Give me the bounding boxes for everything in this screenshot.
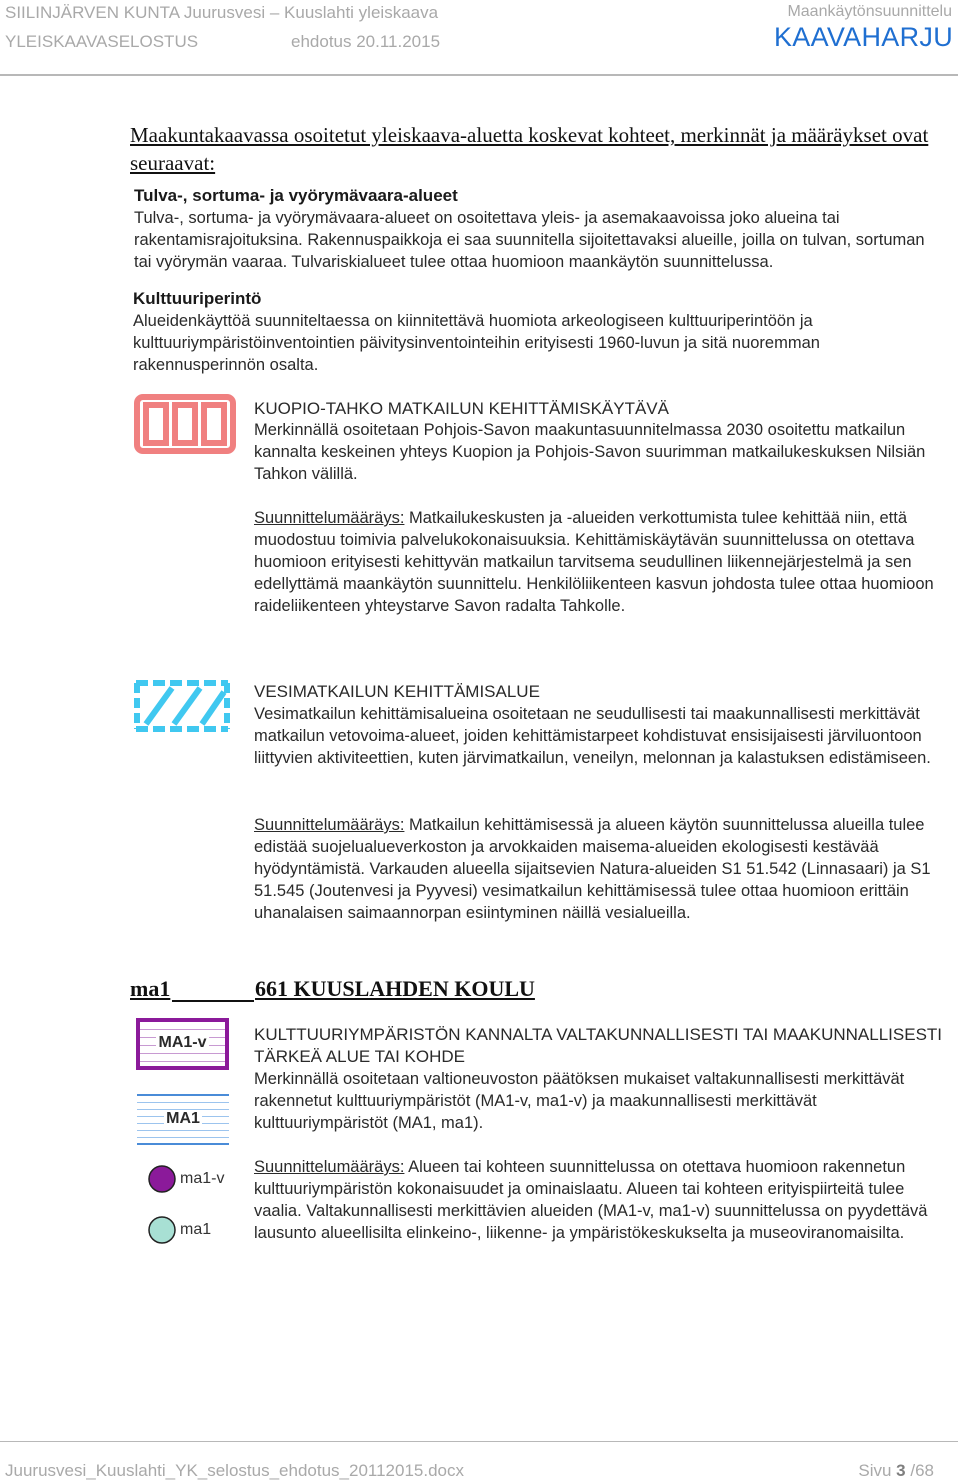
ma1-point-symbol <box>147 1215 177 1245</box>
tourism-corridor-title: KUOPIO-TAHKO MATKAILUN KEHITTÄMISKÄYTÄVÄ <box>254 399 669 418</box>
water-tourism-regulation <box>254 814 950 924</box>
ma1v-point-label: ma1-v <box>180 1170 225 1187</box>
heritage-section-title: Kulttuuriperintö <box>133 289 262 308</box>
header-draft-date: ehdotus 20.11.2015 <box>291 32 441 51</box>
tourism-corridor-regulation <box>254 507 944 617</box>
header-department: Maankäytönsuunnittelu <box>787 3 952 20</box>
ma1-area-label: MA1 <box>166 1110 200 1127</box>
ma1-heading-rule <box>172 1000 254 1002</box>
ma1-area-symbol <box>137 1094 229 1145</box>
ma1v-point-symbol <box>147 1164 177 1194</box>
regulation-label: Suunnittelumääräys: <box>254 509 405 527</box>
ma1-regulation <box>254 1156 944 1244</box>
ma1-code: ma1 <box>130 976 171 1001</box>
regulation-text: Matkailun kehittämisessä ja alueen käytön suunnittelussa alueilla tulee edistää suojelualueverkoston ja arvokkaiden maisema-alueiden ekologisesti kestävää hyödyntämistä. Varkauden alueella sijaitsevien Natura-alueiden S1 51.542 (Linnasaari) ja S1 51.545 (Joutenvesi ja Pyyvesi) vesimatkailun kehittämisessä tulee ottaa huomioon erittäin uhanalaisen saimaannorpan esiintyminen näillä vesialueilla. <box>254 816 931 922</box>
header-municipality: SIILINJÄRVEN KUNTA Juurusvesi – Kuuslahti yleiskaava <box>5 3 439 22</box>
regulation-text: Alueen tai kohteen suunnittelussa on otettava huomioon rakennetun kulttuuriympäristön kokonaisuudet ja ominaislaatu. Alueen tai kohteen erityispiirteitä tulee vaalia. Valtakunnallisesti merkittävien alueiden (MA1-v, ma1-v) suunnittelussa on pyydettävä lausunto alueellisilta elinkeino-, liikenne- ja ympäristökeskukselta ja museoviranomaisilta. <box>254 1158 928 1242</box>
header-divider <box>0 74 958 76</box>
tourism-corridor-symbol <box>134 394 236 454</box>
water-tourism-text: Vesimatkailun kehittämisalueina osoitetaan ne seudullisesti tai maakunnallisesti merkittävät matkailun vetovoima-alueet, joiden kehittämistarpeet kohdistuvat ensisijaisesti järviluontoon liittyvien aktiviteettien, kuten järvimatkailun, veneilyn, melonnan ja kalastuksen edistämiseen. <box>254 705 931 767</box>
intro-heading: Maakuntakaavassa osoitetut yleiskaava-aluetta koskevat kohteet, merkinnät ja määräykset ovat seuraavat: <box>130 123 929 175</box>
ma1-title-line1: KULTTUURIYMPÄRISTÖN KANNALTA VALTAKUNNALLISESTI TAI MAAKUNNALLISESTI <box>254 1025 943 1044</box>
ma1v-area-label: MA1-v <box>158 1034 207 1051</box>
flood-section-text: Tulva-, sortuma- ja vyörymävaara-alueet on osoitettava yleis- ja asemakaavoissa joko alueina tai rakentamisrajoituksina. Rakennuspaikkoja ei saa suunnitella sijoitettavaksi alueille, joilla on tulvan, sortuman tai vyörymän vaaraa. Tulvariskialueet tulee ottaa huomioon maankäytön suunnittelussa. <box>134 209 925 271</box>
water-tourism-symbol <box>134 680 230 732</box>
regulation-label: Suunnittelumääräys: <box>254 816 405 834</box>
ma1-point-label: ma1 <box>180 1221 212 1238</box>
ma1-title-line2: TÄRKEÄ ALUE TAI KOHDE <box>254 1047 465 1066</box>
ma1-heading: 661 KUUSLAHDEN KOULU <box>255 976 535 1001</box>
page-total: /68 <box>905 1461 934 1480</box>
footer-page-number <box>858 1461 934 1481</box>
flood-section-title: Tulva-, sortuma- ja vyörymävaara-alueet <box>134 186 458 205</box>
water-tourism-title: VESIMATKAILUN KEHITTÄMISALUE <box>254 682 540 701</box>
ma1-text: Merkinnällä osoitetaan valtioneuvoston päätöksen mukaiset valtakunnallisesti merkittävät rakennetut kulttuuriympäristöt (MA1-v, ma1-v) ja maakunnallisesti merkittävät kulttuuriympäristöt (MA1, ma1). <box>254 1070 905 1132</box>
header-doc-type: YLEISKAAVASELOSTUS <box>5 32 199 51</box>
ma1v-area-symbol <box>136 1018 229 1070</box>
footer-divider <box>0 1441 958 1442</box>
tourism-corridor-text: Merkinnällä osoitetaan Pohjois-Savon maakuntasuunnitelmassa 2030 osoitettu matkailun kannalta keskeinen yhteys Kuopion ja Pohjois-Savon suurimman matkailukeskuksen Nilsiän Tahkon välillä. <box>254 421 926 483</box>
footer-filename: Juurusvesi_Kuuslahti_YK_selostus_ehdotus_20112015.docx <box>5 1461 465 1480</box>
page-prefix: Sivu <box>858 1461 897 1480</box>
regulation-text: Matkailukeskusten ja -alueiden verkottumista tulee kehittää niin, että muodostuu toimivia palvelukokonaisuuksia. Kehittämiskäytävän suunnittelussa on otettava huomioon erityisesti kehittyvän matkailun tarvitsema seudullinen liikennejärjestelmä ja sen edellyttämä maankäytön suunnittelu. Henkilöliikenteen kasvun johdosta tulee ottaa huomioon raideliikenteen yhteystarve Savon radalta Tahkolle. <box>254 509 934 615</box>
page-current: 3 <box>896 1461 906 1480</box>
header-project-name: KAAVAHARJU <box>773 22 953 52</box>
regulation-label: Suunnittelumääräys: <box>254 1158 405 1176</box>
heritage-section-text: Alueidenkäyttöä suunniteltaessa on kiinnitettävä huomiota arkeologiseen kulttuuriperintöön ja kulttuuriympäristöinventointien päivitysinventointeihin erityisesti 1960-luvun ja sitä nuoremman rakennusperinnön osalta. <box>133 312 820 374</box>
